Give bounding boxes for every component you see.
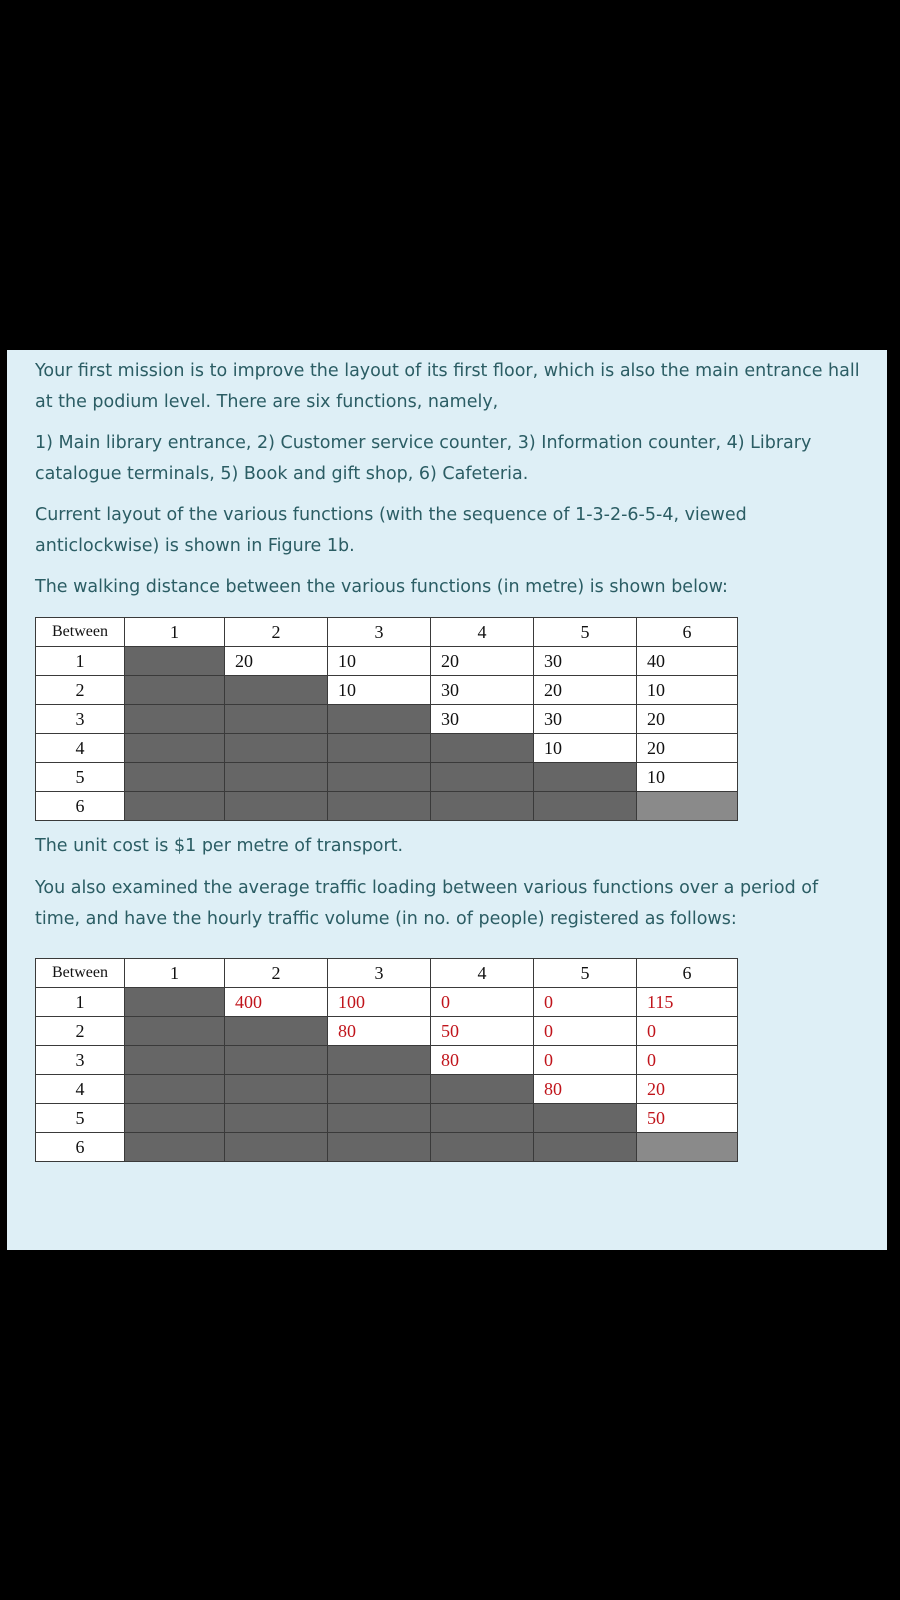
value-cell: 30 <box>534 705 637 734</box>
row-header: 6 <box>36 1133 125 1162</box>
corner-header: Between <box>36 959 125 988</box>
shaded-cell <box>125 792 225 821</box>
intro-paragraph: Your first mission is to improve the layout of its first floor, which is also the main entrance hall at the podium level. There are six functions, namely, <box>35 361 860 412</box>
value-cell: 20 <box>637 1075 738 1104</box>
distance-table <box>35 617 738 821</box>
value-cell: 0 <box>637 1017 738 1046</box>
column-header: 3 <box>328 618 431 647</box>
value-cell: 10 <box>637 763 738 792</box>
shaded-cell <box>328 705 431 734</box>
value-cell: 80 <box>431 1046 534 1075</box>
shaded-cell <box>431 763 534 792</box>
shaded-cell <box>637 792 738 821</box>
value-cell: 0 <box>534 988 637 1017</box>
shaded-cell <box>328 734 431 763</box>
shaded-cell <box>637 1133 738 1162</box>
table-row <box>36 792 738 821</box>
shaded-cell <box>328 763 431 792</box>
shaded-cell <box>125 1075 225 1104</box>
shaded-cell <box>225 734 328 763</box>
column-header: 5 <box>534 959 637 988</box>
row-header: 2 <box>36 1017 125 1046</box>
layout-paragraph: Current layout of the various functions (with the sequence of 1-3-2-6-5-4, viewed anticlockwise) is shown in Figure 1b. <box>35 505 747 556</box>
value-cell: 20 <box>431 647 534 676</box>
table-row <box>36 676 738 705</box>
row-header: 1 <box>36 988 125 1017</box>
shaded-cell <box>125 676 225 705</box>
shaded-cell <box>225 1046 328 1075</box>
corner-header: Between <box>36 618 125 647</box>
value-cell: 30 <box>431 676 534 705</box>
table-row <box>36 734 738 763</box>
shaded-cell <box>534 1133 637 1162</box>
column-header: 1 <box>125 618 225 647</box>
table-row <box>36 705 738 734</box>
unit-cost-paragraph: The unit cost is $1 per metre of transport. <box>35 836 404 856</box>
table-row <box>36 647 738 676</box>
value-cell: 115 <box>637 988 738 1017</box>
value-cell: 80 <box>534 1075 637 1104</box>
column-header: 4 <box>431 618 534 647</box>
value-cell: 0 <box>637 1046 738 1075</box>
value-cell: 100 <box>328 988 431 1017</box>
column-header: 5 <box>534 618 637 647</box>
column-header: 2 <box>225 959 328 988</box>
content-panel <box>7 350 887 1250</box>
table-row <box>36 1017 738 1046</box>
row-header: 4 <box>36 734 125 763</box>
shaded-cell <box>328 1133 431 1162</box>
row-header: 4 <box>36 1075 125 1104</box>
shaded-cell <box>225 1075 328 1104</box>
row-header: 1 <box>36 647 125 676</box>
value-cell: 80 <box>328 1017 431 1046</box>
value-cell: 30 <box>534 647 637 676</box>
row-header: 3 <box>36 1046 125 1075</box>
value-cell: 30 <box>431 705 534 734</box>
table-row <box>36 1075 738 1104</box>
shaded-cell <box>125 1133 225 1162</box>
traffic-table <box>35 958 738 1162</box>
table-row <box>36 1046 738 1075</box>
table-row <box>36 1104 738 1133</box>
value-cell: 40 <box>637 647 738 676</box>
traffic-paragraph: You also examined the average traffic loading between various functions over a period of time, and have the hourly traffic volume (in no. of people) registered as follows: <box>35 878 819 929</box>
shaded-cell <box>534 1104 637 1133</box>
value-cell: 50 <box>637 1104 738 1133</box>
shaded-cell <box>328 1046 431 1075</box>
shaded-cell <box>431 1075 534 1104</box>
shaded-cell <box>431 1133 534 1162</box>
column-header: 3 <box>328 959 431 988</box>
shaded-cell <box>125 1017 225 1046</box>
shaded-cell <box>125 1104 225 1133</box>
shaded-cell <box>125 647 225 676</box>
shaded-cell <box>125 988 225 1017</box>
row-header: 6 <box>36 792 125 821</box>
shaded-cell <box>431 734 534 763</box>
distance-caption: The walking distance between the various functions (in metre) is shown below: <box>35 577 728 597</box>
functions-paragraph: 1) Main library entrance, 2) Customer service counter, 3) Information counter, 4) Library catalogue terminals, 5) Book and gift shop, 6) Cafeteria. <box>35 433 812 484</box>
value-cell: 50 <box>431 1017 534 1046</box>
shaded-cell <box>225 1104 328 1133</box>
shaded-cell <box>125 705 225 734</box>
table-row <box>36 1133 738 1162</box>
table-row <box>36 763 738 792</box>
shaded-cell <box>534 763 637 792</box>
value-cell: 10 <box>534 734 637 763</box>
value-cell: 0 <box>534 1017 637 1046</box>
shaded-cell <box>225 1017 328 1046</box>
shaded-cell <box>225 763 328 792</box>
row-header: 2 <box>36 676 125 705</box>
column-header: 2 <box>225 618 328 647</box>
value-cell: 0 <box>431 988 534 1017</box>
shaded-cell <box>125 763 225 792</box>
row-header: 5 <box>36 1104 125 1133</box>
shaded-cell <box>125 734 225 763</box>
value-cell: 20 <box>637 705 738 734</box>
value-cell: 20 <box>637 734 738 763</box>
shaded-cell <box>534 792 637 821</box>
column-header: 6 <box>637 618 738 647</box>
shaded-cell <box>225 676 328 705</box>
column-header: 4 <box>431 959 534 988</box>
row-header: 3 <box>36 705 125 734</box>
value-cell: 20 <box>534 676 637 705</box>
shaded-cell <box>225 1133 328 1162</box>
shaded-cell <box>328 792 431 821</box>
value-cell: 400 <box>225 988 328 1017</box>
value-cell: 0 <box>534 1046 637 1075</box>
column-header: 6 <box>637 959 738 988</box>
column-header: 1 <box>125 959 225 988</box>
row-header: 5 <box>36 763 125 792</box>
value-cell: 20 <box>225 647 328 676</box>
value-cell: 10 <box>637 676 738 705</box>
value-cell: 10 <box>328 647 431 676</box>
value-cell: 10 <box>328 676 431 705</box>
shaded-cell <box>225 792 328 821</box>
shaded-cell <box>225 705 328 734</box>
shaded-cell <box>125 1046 225 1075</box>
shaded-cell <box>431 1104 534 1133</box>
table-row <box>36 988 738 1017</box>
shaded-cell <box>328 1104 431 1133</box>
shaded-cell <box>328 1075 431 1104</box>
shaded-cell <box>431 792 534 821</box>
